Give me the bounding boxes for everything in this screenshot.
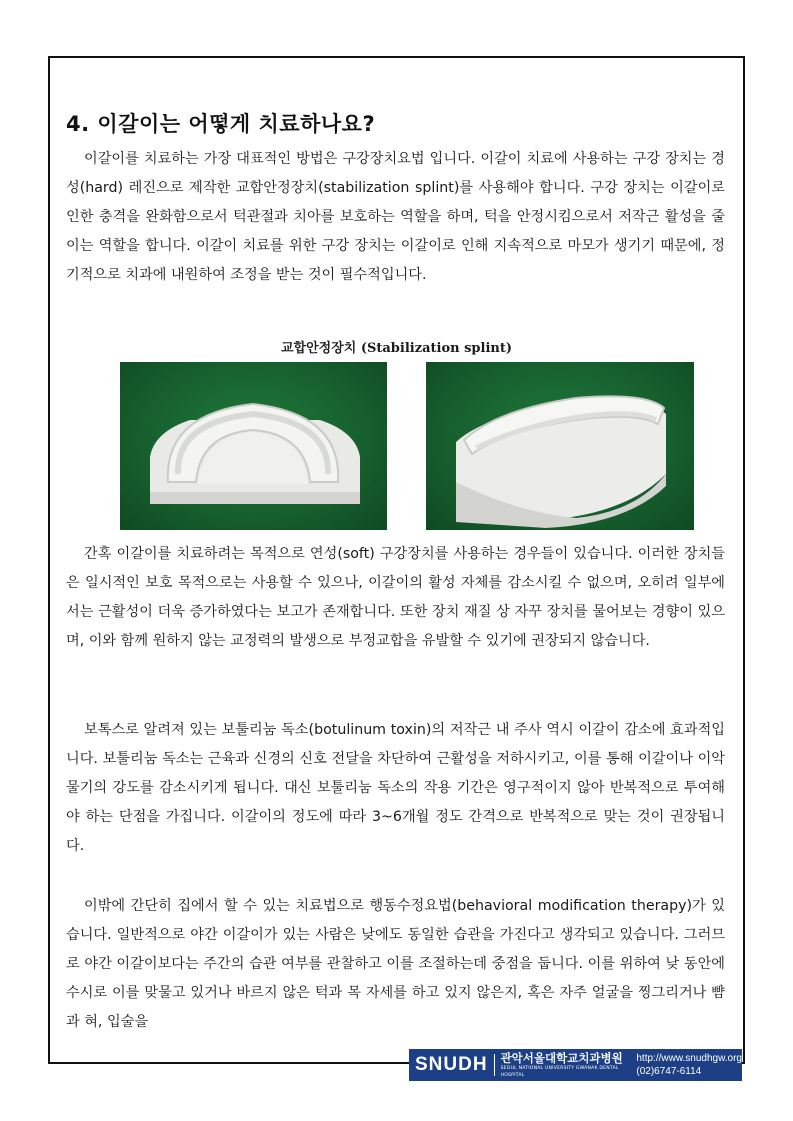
splint-photo-side-view	[426, 362, 694, 530]
splint-photo-top-view	[120, 362, 387, 530]
paragraph-oral-appliance: 이갈이를 치료하는 가장 대표적인 방법은 구강장치요법 입니다. 이갈이 치료에 사용하는 구강 장치는 경성(hard) 레진으로 제작한 교합안정장치(stabilization splint)를 사용해야 합니다. 구강 장치는 이갈이로 인한 충격을 완화함으로서 턱관절과 치아를 보호하는 역할을 하며, 턱을 안정시킴으로서 저작근 활성을 줄이는 역할을 합니다. 이갈이 치료를 위한 구강 장치는 이갈이로 인해 지속적으로 마모가 생기기 때문에, 정기적으로 치과에 내원하여 조정을 받는 것이 필수적입니다.	[66, 151, 725, 283]
hospital-name: 관악서울대학교치과병원	[500, 1051, 623, 1065]
hospital-logo	[409, 1049, 742, 1081]
hospital-url[interactable]: http://www.snudhgw.org	[636, 1053, 742, 1064]
section-title: 4. 이갈이는 어떻게 치료하나요?	[66, 112, 376, 136]
paragraph-soft-appliance: 간혹 이갈이를 치료하려는 목적으로 연성(soft) 구강장치를 사용하는 경우들이 있습니다. 이러한 장치들은 일시적인 보호 목적으로는 사용할 수 있으나, 이갈이의 활성 자체를 감소시킬 수 없으며, 오히려 일부에서는 근활성이 더욱 증가하였다는 보고가 존재합니다. 또한 장치 재질 상 자꾸 장치를 물어보는 경향이 있으며, 이와 함께 원하지 않는 교정력의 발생으로 부정교합을 유발할 수 있기에 권장되지 않습니다.	[66, 546, 725, 649]
paragraph-botulinum-toxin: 보톡스로 알려져 있는 보툴리눔 독소(botulinum toxin)의 저작근 내 주사 역시 이갈이 감소에 효과적입니다. 보툴리눔 독소는 근육과 신경의 신호 전달을 차단하여 근활성을 저하시키고, 이를 통해 이갈이나 이악물기의 강도를 감소시키게 됩니다. 대신 보툴리눔 독소의 작용 기간은 영구적이지 않아 반복적으로 투여해야 하는 단점을 가집니다. 이갈이의 정도에 따라 3~6개월 정도 간격으로 반복적으로 맞는 것이 권장됩니다.	[66, 722, 725, 854]
snudh-logo-mark: SNUDH	[409, 1054, 495, 1076]
hospital-phone: (02)6747-6114	[636, 1066, 702, 1077]
paragraph-behavioral-therapy: 이밖에 간단히 집에서 할 수 있는 치료법으로 행동수정요법(behavioral modification therapy)가 있습니다. 일반적으로 야간 이갈이가 있는 사람은 낮에도 동일한 습관을 가진다고 생각되고 있습니다. 그러므로 야간 이갈이보다는 주간의 습관 여부를 관찰하고 이를 조절하는데 중점을 둡니다. 이를 위하여 낮 동안에 수시로 이를 맞물고 있거나 바르지 않은 턱과 목 자세를 하고 있지 않은지, 혹은 자주 얼굴을 찡그리거나 뺨과 혀, 입술을	[66, 898, 725, 1030]
figure-caption: 교합안정장치 (Stabilization splint)	[280, 341, 513, 356]
hospital-name-english: SEOUL NATIONAL UNIVERSITY GWANAK DENTAL HOSPITAL	[500, 1066, 619, 1078]
